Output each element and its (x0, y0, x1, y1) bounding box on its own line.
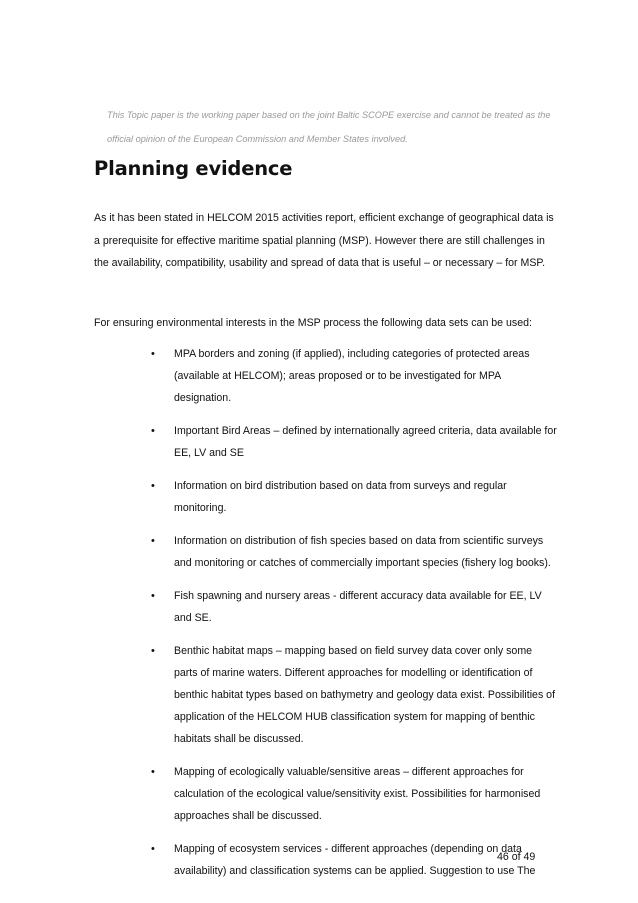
page-number: 46 of 49 (497, 851, 536, 863)
list-item-text: Mapping of ecosystem services - different approaches (depending on data availability) and classification systems can be applied. Suggestion to use The (174, 843, 536, 877)
bullet-icon: • (151, 645, 155, 657)
list-item (0, 530, 638, 574)
bullet-icon: • (151, 766, 155, 778)
bullet-icon: • (151, 425, 155, 437)
section-heading: Planning evidence (94, 157, 293, 180)
list-item (0, 475, 638, 519)
bullet-icon: • (151, 843, 155, 855)
list-item-text: Information on bird distribution based on data from surveys and regular monitoring. (174, 480, 507, 514)
list-item-text: Important Bird Areas – defined by internationally agreed criteria, data available for EE, LV and SE (174, 425, 557, 459)
list-item (0, 420, 638, 464)
list-item (0, 343, 638, 409)
bullet-icon: • (151, 480, 155, 492)
list-item (0, 761, 638, 827)
list-item-text: Fish spawning and nursery areas - different accuracy data available for EE, LV and SE. (174, 590, 542, 624)
list-item-text: Information on distribution of fish species based on data from scientific surveys and monitoring or catches of commercially important species (fishery log books). (174, 535, 551, 569)
list-item (0, 838, 638, 882)
list-item-text: Benthic habitat maps – mapping based on field survey data cover only some parts of marine waters. Different approaches for modelling or identification of benthic habitat types based on bathymetry and geology data exist. Possibilities of application of the HELCOM HUB classification system for mapping of benthic habitats shall be discussed. (174, 645, 556, 745)
bullet-icon: • (151, 590, 155, 602)
datasets-bullet-list (0, 343, 638, 893)
intro-paragraph: As it has been stated in HELCOM 2015 activities report, efficient exchange of geographical data is a prerequisite for effective maritime spatial planning (MSP). However there are still challenges in the availability, compatibility, usability and spread of data that is useful – or necessary – for MSP. (94, 212, 554, 269)
disclaimer-note: This Topic paper is the working paper based on the joint Baltic SCOPE exercise and cannot be treated as the official opinion of the European Commission and Member States involved. (107, 110, 551, 144)
list-item-text: Mapping of ecologically valuable/sensitive areas – different approaches for calculation of the ecological value/sensitivity exist. Possibilities for harmonised approaches shall be discussed. (174, 766, 541, 822)
list-item-text: MPA borders and zoning (if applied), including categories of protected areas (available at HELCOM); areas proposed or to be investigated for MPA designation. (174, 348, 530, 404)
list-item (0, 585, 638, 629)
datasets-intro-paragraph: For ensuring environmental interests in the MSP process the following data sets can be used: (94, 317, 532, 329)
list-item (0, 640, 638, 750)
bullet-icon: • (151, 348, 155, 360)
bullet-icon: • (151, 535, 155, 547)
